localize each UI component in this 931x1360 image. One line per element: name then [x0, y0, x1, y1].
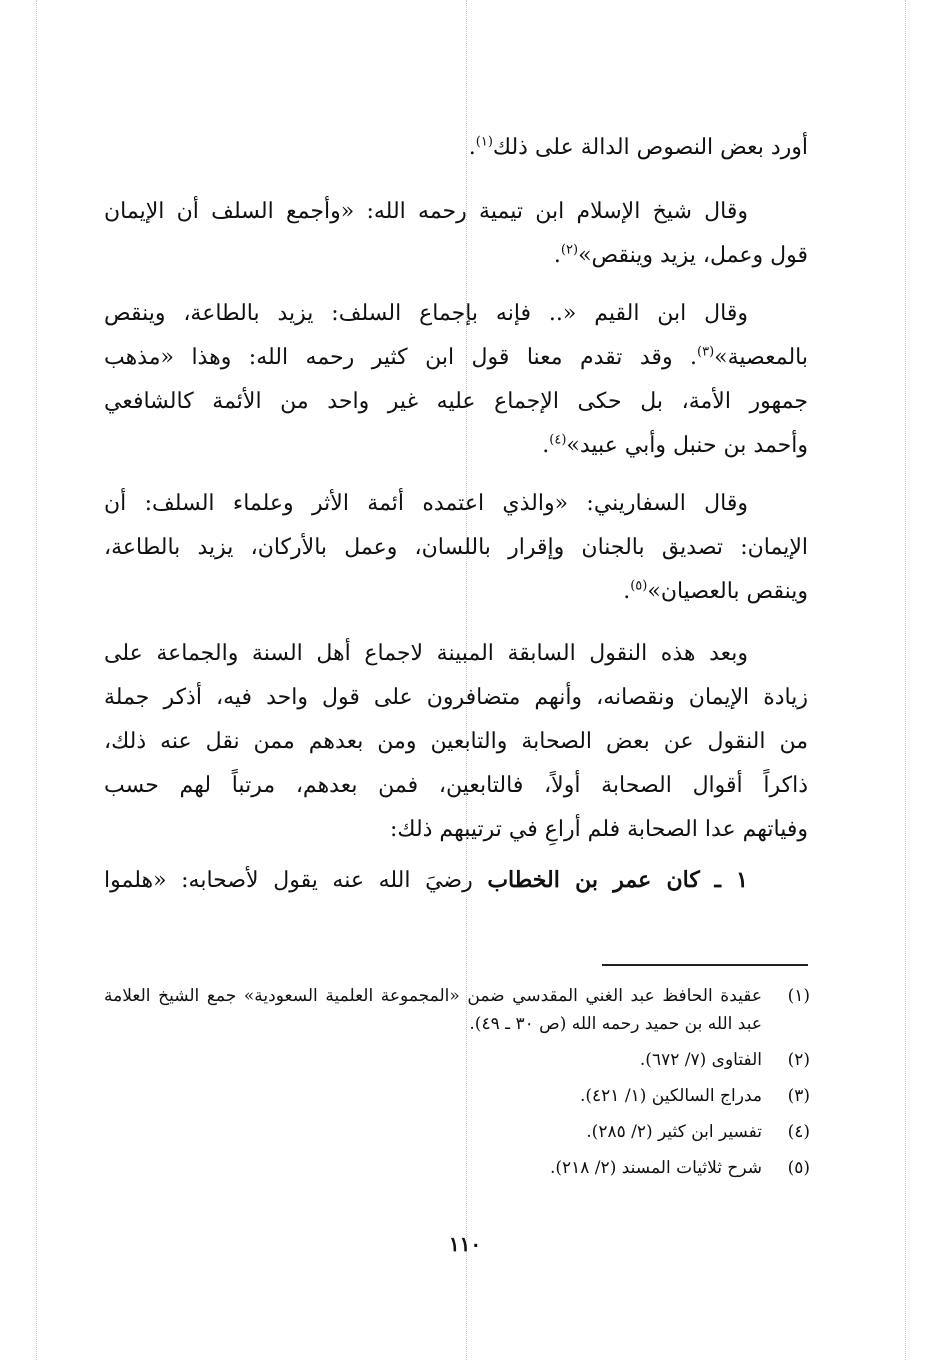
footnote-ref: (٢) — [560, 242, 579, 258]
text-line — [104, 336, 808, 380]
text-line: قول وعمل، يزيد وينقص»$^{(٢)}$. — [553, 242, 808, 268]
scan-dotted-line — [905, 0, 906, 1360]
text-run: رضيَ الله عنه يقول لأصحابه: «هلموا — [104, 868, 473, 893]
footnote-number: (١) — [787, 986, 810, 1006]
footnote-text: تفسير ابن كثير (٢/ ٢٨٥). — [586, 1122, 762, 1142]
scan-dotted-line — [36, 0, 37, 1360]
text-line: وقال السفاريني: «والذي اعتمده أئمة الأثر وعلماء السلف: أن — [104, 491, 748, 516]
footnote-text: مدراج السالكين (١/ ٤٢١). — [580, 1086, 762, 1106]
footnote-ref: (١) — [475, 134, 493, 150]
text-line: من النقول عن بعض الصحابة والتابعين ومن بعدهم ممن نقل عنه ذلك، — [104, 729, 808, 754]
list-number: ١ ـ — [714, 867, 748, 893]
footnote-separator — [602, 964, 808, 966]
footnote-number: (٢) — [787, 1050, 810, 1070]
text-run: وأحمد بن حنبل وأبي عبيد» — [566, 433, 808, 458]
text-line — [104, 858, 808, 903]
text-line: زيادة الإيمان ونقصانه، وأنهم متضافرون على قول واحد فيه، أذكر جملة — [104, 685, 808, 710]
text-line: أورد بعض النصوص الدالة على ذلك$^{(١)}$. — [468, 134, 808, 160]
text-line: وقال ابن القيم «.. فإنه بإجماع السلف: يزيد بالطاعة، وينقص — [104, 301, 748, 326]
footnote-item — [104, 1118, 810, 1146]
text-line: ذاكراً أقوال الصحابة أولاً، فالتابعين، فمن بعدهم، مرتباً لهم حسب — [104, 773, 808, 798]
text-line: الإيمان: تصديق بالجنان وإقرار باللسان، وعمل بالأركان، يزيد بالطاعة، — [104, 535, 808, 560]
paragraph-4 — [104, 482, 808, 614]
text-run: . وقد تقدم معنا قول ابن كثير رحمه الله: وهذا «مذهب — [104, 345, 698, 370]
footnote-ref: (٣) — [697, 344, 715, 360]
paragraph-2 — [104, 190, 808, 278]
text-run: أورد بعض النصوص الدالة على ذلك — [492, 135, 808, 160]
text-line: وينقص بالعصيان»$^{(٥)}$. — [623, 578, 808, 604]
footnotes — [104, 982, 810, 1190]
text-run: بالمعصية» — [714, 345, 808, 370]
footnote-text: عقيدة الحافظ عبد الغني المقدسي ضمن «المجموعة العلمية السعودية» جمع الشيخ العلامة عبد الله بن حميد رحمه الله (ص ٣٠ ـ ٤٩). — [104, 986, 762, 1034]
paragraph-3 — [104, 292, 808, 468]
footnote-item — [104, 1046, 810, 1074]
footnote-item — [104, 1082, 810, 1110]
text-line: جمهور الأمة، بل حكى الإجماع عليه غير واحد من الأئمة كالشافعي — [104, 389, 808, 414]
footnote-number: (٥) — [787, 1158, 810, 1178]
text-run: قول وعمل، يزيد وينقص» — [578, 243, 808, 268]
footnote-item — [104, 1154, 810, 1182]
footnote-ref: (٥) — [630, 578, 648, 594]
text-line: وفياتهم عدا الصحابة فلم أراعِ في ترتيبهم ذلك: — [389, 817, 808, 842]
text-line: وقال شيخ الإسلام ابن تيمية رحمه الله: «وأجمع السلف أن الإيمان — [104, 199, 748, 224]
text-run: وينقص بالعصيان» — [647, 579, 808, 604]
footnote-text: الفتاوى (٧/ ٦٧٢). — [639, 1050, 762, 1070]
paragraph-5 — [104, 632, 808, 852]
text-line: وبعد هذه النقول السابقة المبينة لاجماع أهل السنة والجماعة على — [104, 641, 748, 666]
footnote-item — [104, 982, 810, 1038]
footnote-number: (٣) — [787, 1086, 810, 1106]
page-number: ١١٠ — [448, 1232, 482, 1256]
text-run-bold: كان عمر بن الخطاب — [487, 867, 700, 893]
paragraph-1 — [104, 126, 808, 170]
footnote-text: شرح ثلاثيات المسند (٢/ ٢١٨). — [549, 1158, 762, 1178]
footnote-number: (٤) — [787, 1122, 810, 1142]
footnote-ref: (٤) — [549, 432, 567, 448]
paragraph-6 — [104, 858, 808, 903]
text-line: وأحمد بن حنبل وأبي عبيد»$^{(٤)}$. — [542, 432, 808, 458]
